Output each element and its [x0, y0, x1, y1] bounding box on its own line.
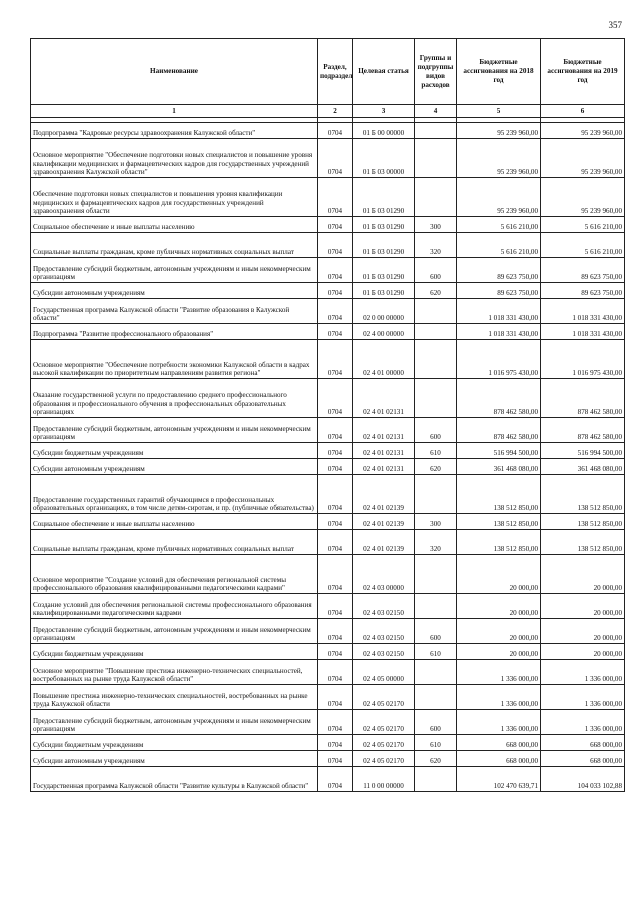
- row-target: 02 4 01 02131: [353, 459, 415, 475]
- table-row: [31, 283, 625, 299]
- row-budget-2019: 878 462 580,00: [541, 379, 625, 418]
- row-budget-2018: 95 239 960,00: [457, 178, 541, 217]
- row-budget-2018: 878 462 580,00: [457, 379, 541, 418]
- table-row: [31, 340, 625, 379]
- row-budget-2019: 1 018 331 430,00: [541, 299, 625, 324]
- table-row: [31, 751, 625, 767]
- table-row: [31, 139, 625, 178]
- row-budget-2018: 1 018 331 430,00: [457, 299, 541, 324]
- row-group: 600: [415, 418, 457, 443]
- table-row: [31, 514, 625, 530]
- row-budget-2019: 20 000,00: [541, 619, 625, 644]
- page-number: 357: [608, 20, 622, 30]
- table-row: [31, 324, 625, 340]
- row-name: Субсидии бюджетным учреждениям: [31, 443, 318, 459]
- table-row: [31, 459, 625, 475]
- row-budget-2018: 138 512 850,00: [457, 475, 541, 514]
- row-section: 0704: [318, 443, 353, 459]
- row-target: 02 4 05 02170: [353, 710, 415, 735]
- row-section: 0704: [318, 340, 353, 379]
- table-row: [31, 217, 625, 233]
- row-name: Субсидии автономным учреждениям: [31, 751, 318, 767]
- row-group: [415, 178, 457, 217]
- row-budget-2019: 5 616 210,00: [541, 233, 625, 258]
- header-groups: Группы и подгруппы видов расходов: [415, 39, 457, 105]
- row-budget-2018: 89 623 750,00: [457, 258, 541, 283]
- table-row: [31, 644, 625, 660]
- row-section: 0704: [318, 475, 353, 514]
- row-name: Повышение престижа инженерно-технических специальностей, востребованных на рынке труда Калужской области: [31, 685, 318, 710]
- row-section: 0704: [318, 735, 353, 751]
- table-row: [31, 530, 625, 555]
- table-row: [31, 178, 625, 217]
- row-name: Предоставление субсидий бюджетным, автономным учреждениям и иным некоммерческим организациям: [31, 619, 318, 644]
- column-numbers-row: [31, 105, 625, 118]
- row-budget-2018: 1 018 331 430,00: [457, 324, 541, 340]
- row-section: 0704: [318, 530, 353, 555]
- row-group: 610: [415, 644, 457, 660]
- table-row: [31, 710, 625, 735]
- row-budget-2018: 102 470 639,71: [457, 767, 541, 792]
- column-number: 2: [318, 105, 353, 118]
- row-target: 02 4 03 00000: [353, 555, 415, 594]
- row-section: 0704: [318, 644, 353, 660]
- row-group: [415, 685, 457, 710]
- row-group: [415, 324, 457, 340]
- row-target: 02 4 01 02131: [353, 379, 415, 418]
- row-section: 0704: [318, 459, 353, 475]
- row-section: 0704: [318, 767, 353, 792]
- row-budget-2019: 89 623 750,00: [541, 283, 625, 299]
- row-name: Основное мероприятие "Повышение престижа инженерно-технических специальностей, востребованных на рынке труда Калужской области": [31, 660, 318, 685]
- row-budget-2018: 95 239 960,00: [457, 139, 541, 178]
- table-row: [31, 443, 625, 459]
- row-group: [415, 660, 457, 685]
- row-group: 320: [415, 530, 457, 555]
- row-name: Социальные выплаты гражданам, кроме публичных нормативных социальных выплат: [31, 530, 318, 555]
- row-section: 0704: [318, 660, 353, 685]
- row-name: Предоставление государственных гарантий обучающимся в профессиональных образовательных организациях, в том числе детям-сиротам, и пр. (публичные обязательства): [31, 475, 318, 514]
- row-name: Создание условий для обеспечения региональной системы профессионального образования квалифицированными педагогическими кадрами: [31, 594, 318, 619]
- row-budget-2019: 878 462 580,00: [541, 418, 625, 443]
- row-budget-2018: 20 000,00: [457, 619, 541, 644]
- row-budget-2019: 668 000,00: [541, 735, 625, 751]
- row-budget-2018: 5 616 210,00: [457, 233, 541, 258]
- row-target: 11 0 00 00000: [353, 767, 415, 792]
- row-budget-2019: 95 239 960,00: [541, 139, 625, 178]
- table-row: [31, 475, 625, 514]
- row-budget-2018: 20 000,00: [457, 555, 541, 594]
- row-target: 01 Б 03 01290: [353, 178, 415, 217]
- row-budget-2018: 1 016 975 430,00: [457, 340, 541, 379]
- row-name: Основное мероприятие "Обеспечение потребности экономики Калужской области в кадрах высокой квалификации по приоритетным направлениям развития региона": [31, 340, 318, 379]
- row-budget-2018: 89 623 750,00: [457, 283, 541, 299]
- row-section: 0704: [318, 418, 353, 443]
- row-target: 02 4 01 00000: [353, 340, 415, 379]
- table-row: [31, 685, 625, 710]
- row-section: 0704: [318, 514, 353, 530]
- row-name: Социальные выплаты гражданам, кроме публичных нормативных социальных выплат: [31, 233, 318, 258]
- row-target: 01 Б 00 00000: [353, 123, 415, 139]
- row-name: Субсидии автономным учреждениям: [31, 459, 318, 475]
- row-section: 0704: [318, 710, 353, 735]
- row-group: [415, 123, 457, 139]
- row-budget-2019: 20 000,00: [541, 555, 625, 594]
- table-row: [31, 660, 625, 685]
- row-section: 0704: [318, 258, 353, 283]
- row-target: 01 Б 03 01290: [353, 217, 415, 233]
- row-target: 02 4 01 02131: [353, 418, 415, 443]
- row-group: 620: [415, 283, 457, 299]
- row-section: 0704: [318, 283, 353, 299]
- row-budget-2018: 95 239 960,00: [457, 123, 541, 139]
- row-budget-2018: 668 000,00: [457, 751, 541, 767]
- row-budget-2018: 5 616 210,00: [457, 217, 541, 233]
- row-budget-2018: 20 000,00: [457, 644, 541, 660]
- row-target: 02 4 05 02170: [353, 685, 415, 710]
- column-number: 1: [31, 105, 318, 118]
- row-group: [415, 379, 457, 418]
- row-name: Социальное обеспечение и иные выплаты населению: [31, 514, 318, 530]
- row-section: 0704: [318, 299, 353, 324]
- column-number: 6: [541, 105, 625, 118]
- row-budget-2019: 1 336 000,00: [541, 660, 625, 685]
- row-target: 02 4 01 02131: [353, 443, 415, 459]
- row-name: Подпрограмма "Развитие профессионального образования": [31, 324, 318, 340]
- row-target: 02 4 01 02139: [353, 530, 415, 555]
- row-group: [415, 767, 457, 792]
- row-budget-2019: 20 000,00: [541, 594, 625, 619]
- row-section: 0704: [318, 685, 353, 710]
- row-target: 01 Б 03 01290: [353, 258, 415, 283]
- row-target: 02 4 03 02150: [353, 594, 415, 619]
- row-target: 01 Б 03 00000: [353, 139, 415, 178]
- row-section: 0704: [318, 324, 353, 340]
- row-budget-2019: 1 336 000,00: [541, 710, 625, 735]
- row-section: 0704: [318, 594, 353, 619]
- row-target: 02 4 05 00000: [353, 660, 415, 685]
- row-section: 0704: [318, 751, 353, 767]
- column-number: 5: [457, 105, 541, 118]
- row-name: Основное мероприятие "Обеспечение подготовки новых специалистов и повышение уровня квалификации медицинских и фармацевтических кадров для государственных учреждений здравоохранения Калужской области": [31, 139, 318, 178]
- row-name: Государственная программа Калужской области "Развитие образования в Калужской области": [31, 299, 318, 324]
- row-section: 0704: [318, 555, 353, 594]
- row-target: 02 4 05 02170: [353, 751, 415, 767]
- row-budget-2019: 1 336 000,00: [541, 685, 625, 710]
- row-target: 02 4 00 00000: [353, 324, 415, 340]
- row-group: [415, 594, 457, 619]
- row-group: 600: [415, 710, 457, 735]
- row-name: Предоставление субсидий бюджетным, автономным учреждениям и иным некоммерческим организациям: [31, 258, 318, 283]
- budget-table: [30, 38, 625, 792]
- row-name: Субсидии автономным учреждениям: [31, 283, 318, 299]
- header-section: Раздел, подраздел: [318, 39, 353, 105]
- table-row: [31, 555, 625, 594]
- table-row: [31, 379, 625, 418]
- row-section: 0704: [318, 123, 353, 139]
- row-budget-2018: 668 000,00: [457, 735, 541, 751]
- row-section: 0704: [318, 379, 353, 418]
- row-budget-2018: 1 336 000,00: [457, 710, 541, 735]
- row-budget-2018: 516 994 500,00: [457, 443, 541, 459]
- row-group: 300: [415, 217, 457, 233]
- header-budget-2018: Бюджетные ассигнования на 2018 год: [457, 39, 541, 105]
- row-name: Обеспечение подготовки новых специалистов и повышения уровня квалификации медицинских и фармацевтических кадров для государственных учреждений здравоохранения области: [31, 178, 318, 217]
- table-row: [31, 299, 625, 324]
- row-group: [415, 299, 457, 324]
- row-budget-2019: 104 033 102,88: [541, 767, 625, 792]
- row-section: 0704: [318, 139, 353, 178]
- row-group: [415, 475, 457, 514]
- row-group: [415, 555, 457, 594]
- row-name: Предоставление субсидий бюджетным, автономным учреждениям и иным некоммерческим организациям: [31, 418, 318, 443]
- row-budget-2018: 1 336 000,00: [457, 660, 541, 685]
- row-target: 02 4 05 02170: [353, 735, 415, 751]
- row-budget-2019: 1 016 975 430,00: [541, 340, 625, 379]
- row-name: Субсидии бюджетным учреждениям: [31, 644, 318, 660]
- row-budget-2019: 20 000,00: [541, 644, 625, 660]
- row-target: 02 4 01 02139: [353, 475, 415, 514]
- header-target: Целевая статья: [353, 39, 415, 105]
- table-row: [31, 123, 625, 139]
- row-section: 0704: [318, 178, 353, 217]
- row-budget-2018: 138 512 850,00: [457, 514, 541, 530]
- row-target: 02 0 00 00000: [353, 299, 415, 324]
- header-name: Наименование: [31, 39, 318, 105]
- row-budget-2019: 668 000,00: [541, 751, 625, 767]
- row-name: Государственная программа Калужской области "Развитие культуры в Калужской области": [31, 767, 318, 792]
- table-row: [31, 767, 625, 792]
- row-name: Социальное обеспечение и иные выплаты населению: [31, 217, 318, 233]
- row-budget-2018: 138 512 850,00: [457, 530, 541, 555]
- row-name: Предоставление субсидий бюджетным, автономным учреждениям и иным некоммерческим организациям: [31, 710, 318, 735]
- row-name: Основное мероприятие "Создание условий для обеспечения региональной системы профессионального образования квалифицированными педагогическими кадрами": [31, 555, 318, 594]
- row-group: 610: [415, 735, 457, 751]
- table-row: [31, 619, 625, 644]
- row-group: 620: [415, 459, 457, 475]
- header-budget-2019: Бюджетные ассигнования на 2019 год: [541, 39, 625, 105]
- row-group: [415, 139, 457, 178]
- row-budget-2018: 20 000,00: [457, 594, 541, 619]
- row-section: 0704: [318, 233, 353, 258]
- column-number: 3: [353, 105, 415, 118]
- row-budget-2018: 361 468 080,00: [457, 459, 541, 475]
- row-budget-2019: 138 512 850,00: [541, 475, 625, 514]
- row-group: [415, 340, 457, 379]
- row-group: 600: [415, 619, 457, 644]
- table-row: [31, 735, 625, 751]
- table-row: [31, 233, 625, 258]
- row-name: Оказание государственной услуги по предоставлению среднего профессионального образования и профессионального обучения в профессиональных образовательных организациях: [31, 379, 318, 418]
- row-target: 02 4 03 02150: [353, 619, 415, 644]
- row-budget-2019: 361 468 080,00: [541, 459, 625, 475]
- row-section: 0704: [318, 619, 353, 644]
- table-row: [31, 594, 625, 619]
- row-group: 610: [415, 443, 457, 459]
- row-target: 02 4 03 02150: [353, 644, 415, 660]
- row-name: Подпрограмма "Кадровые ресурсы здравоохранения Калужской области": [31, 123, 318, 139]
- row-budget-2019: 95 239 960,00: [541, 178, 625, 217]
- row-target: 01 Б 03 01290: [353, 283, 415, 299]
- row-budget-2019: 1 018 331 430,00: [541, 324, 625, 340]
- row-budget-2019: 138 512 850,00: [541, 530, 625, 555]
- column-number: 4: [415, 105, 457, 118]
- row-budget-2019: 516 994 500,00: [541, 443, 625, 459]
- row-target: 02 4 01 02139: [353, 514, 415, 530]
- row-group: 600: [415, 258, 457, 283]
- row-budget-2018: 878 462 580,00: [457, 418, 541, 443]
- row-group: 300: [415, 514, 457, 530]
- row-budget-2019: 138 512 850,00: [541, 514, 625, 530]
- table-row: [31, 418, 625, 443]
- table-body: [31, 123, 625, 792]
- row-section: 0704: [318, 217, 353, 233]
- row-budget-2019: 5 616 210,00: [541, 217, 625, 233]
- row-budget-2018: 1 336 000,00: [457, 685, 541, 710]
- row-budget-2019: 89 623 750,00: [541, 258, 625, 283]
- table-row: [31, 258, 625, 283]
- row-name: Субсидии бюджетным учреждениям: [31, 735, 318, 751]
- row-budget-2019: 95 239 960,00: [541, 123, 625, 139]
- row-group: 320: [415, 233, 457, 258]
- row-group: 620: [415, 751, 457, 767]
- row-target: 01 Б 03 01290: [353, 233, 415, 258]
